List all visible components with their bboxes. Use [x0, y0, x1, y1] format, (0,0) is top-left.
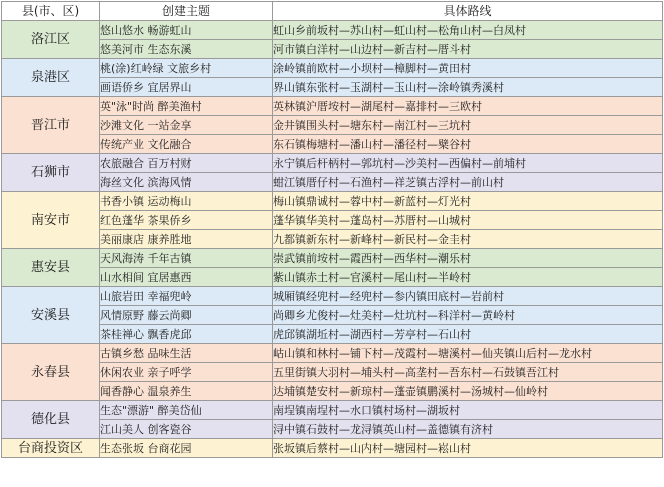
- table-row: [2, 325, 663, 344]
- county-cell: 惠安县: [2, 249, 100, 287]
- table-row: [2, 363, 663, 382]
- theme-cell: 生态"漂游" 醉美岱仙: [100, 401, 273, 420]
- theme-cell: 沙滩文化 一站金享: [100, 116, 273, 135]
- table-row: [2, 21, 663, 40]
- county-cell: 南安市: [2, 192, 100, 249]
- table-row: [2, 401, 663, 420]
- theme-cell: 古镇乡愁 品味生活: [100, 344, 273, 363]
- county-cell: 安溪县: [2, 287, 100, 344]
- route-cell: 界山镇东张村—玉湖村—玉山村—涂岭镇秀溪村: [273, 78, 663, 97]
- route-cell: 蚶江镇厝仔村—石渔村—祥芝镇古浮村—前山村: [273, 173, 663, 192]
- route-cell: 南埕镇南埕村—水口镇村场村—湖坂村: [273, 401, 663, 420]
- county-cell: 永春县: [2, 344, 100, 401]
- table-row: [2, 40, 663, 59]
- theme-cell: 红色蓬华 茶果侨乡: [100, 211, 273, 230]
- table-row: [2, 59, 663, 78]
- route-cell: 蓬华镇华美村—蓬岛村—苏厝村—山城村: [273, 211, 663, 230]
- table-row: [2, 154, 663, 173]
- theme-cell: 海丝文化 滨海风情: [100, 173, 273, 192]
- table-row: [2, 78, 663, 97]
- table-row: [2, 116, 663, 135]
- header-theme: 创建主题: [100, 2, 273, 21]
- route-cell: 崇武镇前垵村—霞西村—西华村—潮乐村: [273, 249, 663, 268]
- route-cell: 金井镇围头村—塘东村—南江村—三坑村: [273, 116, 663, 135]
- theme-cell: 桃(涂)红岭绿 文旅乡村: [100, 59, 273, 78]
- header-county: 县(市、区): [2, 2, 100, 21]
- theme-cell: 悠山悠水 畅游虹山: [100, 21, 273, 40]
- table-row: [2, 249, 663, 268]
- route-cell: 尚卿乡尤俊村—灶美村—灶坑村—科洋村—黄岭村: [273, 306, 663, 325]
- theme-cell: 悠美河市 生态东溪: [100, 40, 273, 59]
- route-cell: 永宁镇后杆柄村—郭坑村—沙美村—西偏村—前埔村: [273, 154, 663, 173]
- theme-cell: 英"泳"时尚 醉美渔村: [100, 97, 273, 116]
- route-cell: 达埔镇楚安村—新琼村—蓬壶镇鹏溪村—汤城村—仙岭村: [273, 382, 663, 401]
- header-row: [2, 2, 663, 21]
- county-cell: 石狮市: [2, 154, 100, 192]
- route-cell: 虎邱镇湖坵村—湖西村—芳亭村—石山村: [273, 325, 663, 344]
- route-cell: 张坂镇后蔡村—山内村—塘园村—崧山村: [273, 439, 663, 458]
- theme-cell: 美丽康店 康养胜地: [100, 230, 273, 249]
- county-cell: 泉港区: [2, 59, 100, 97]
- route-cell: 九都镇新东村—新峰村—新民村—金圭村: [273, 230, 663, 249]
- table-row: [2, 420, 663, 439]
- theme-cell: 休闲农业 亲子呼学: [100, 363, 273, 382]
- table-row: [2, 97, 663, 116]
- theme-cell: 农旅融合 百万村财: [100, 154, 273, 173]
- table-row: [2, 173, 663, 192]
- route-cell: 虹山乡前坂村—苏山村—虹山村—松角山村—白凤村: [273, 21, 663, 40]
- table-row: [2, 135, 663, 154]
- table-row: [2, 439, 663, 458]
- table-row: [2, 211, 663, 230]
- table-row: [2, 268, 663, 287]
- table-row: [2, 344, 663, 363]
- route-cell: 五里街镇大羽村—埔头村—高垄村—吾东村—石鼓镇吾江村: [273, 363, 663, 382]
- theme-cell: 天风海涛 千年古镇: [100, 249, 273, 268]
- theme-cell: 画语侨乡 宜居界山: [100, 78, 273, 97]
- county-cell: 洛江区: [2, 21, 100, 59]
- table-row: [2, 382, 663, 401]
- county-cell: 晋江市: [2, 97, 100, 154]
- header-route: 具体路线: [273, 2, 663, 21]
- theme-cell: 山旅岩田 幸福兜岭: [100, 287, 273, 306]
- theme-cell: 闻香静心 温泉养生: [100, 382, 273, 401]
- route-cell: 河市镇白洋村—山边村—新吉村—厝斗村: [273, 40, 663, 59]
- theme-cell: 江山美人 创客瓷谷: [100, 420, 273, 439]
- table-body: [2, 21, 663, 458]
- route-cell: 东石镇梅塘村—潘山村—潘径村—檗谷村: [273, 135, 663, 154]
- route-cell: 英林镇沪厝垵村—湖尾村—嘉排村—三欧村: [273, 97, 663, 116]
- theme-cell: 生态张坂 台商花园: [100, 439, 273, 458]
- table-row: [2, 230, 663, 249]
- theme-cell: 风情原野 藤云尚卿: [100, 306, 273, 325]
- theme-cell: 山水相间 宜居惠西: [100, 268, 273, 287]
- route-table: [1, 1, 663, 458]
- table-row: [2, 192, 663, 211]
- theme-cell: 书香小镇 运动梅山: [100, 192, 273, 211]
- table-row: [2, 306, 663, 325]
- route-cell: 城厢镇经兜村—经兜村—参内镇田底村—岩前村: [273, 287, 663, 306]
- theme-cell: 传统产业 文化融合: [100, 135, 273, 154]
- county-cell: 德化县: [2, 401, 100, 439]
- route-cell: 梅山镇鼎诚村—蓉中村—新蓝村—灯光村: [273, 192, 663, 211]
- route-cell: 浔中镇石鼓村—龙浔镇英山村—盖德镇有济村: [273, 420, 663, 439]
- route-cell: 紫山镇赤土村—官溪村—尾山村—半岭村: [273, 268, 663, 287]
- theme-cell: 茶桂禅心 飘香虎邱: [100, 325, 273, 344]
- route-cell: 涂岭镇前欧村—小坝村—樟脚村—黄田村: [273, 59, 663, 78]
- county-cell: 台商投资区: [2, 439, 100, 458]
- route-cell: 岵山镇和林村—铺下村—茂霞村—塘溪村—仙夹镇山后村—龙水村: [273, 344, 663, 363]
- table-row: [2, 287, 663, 306]
